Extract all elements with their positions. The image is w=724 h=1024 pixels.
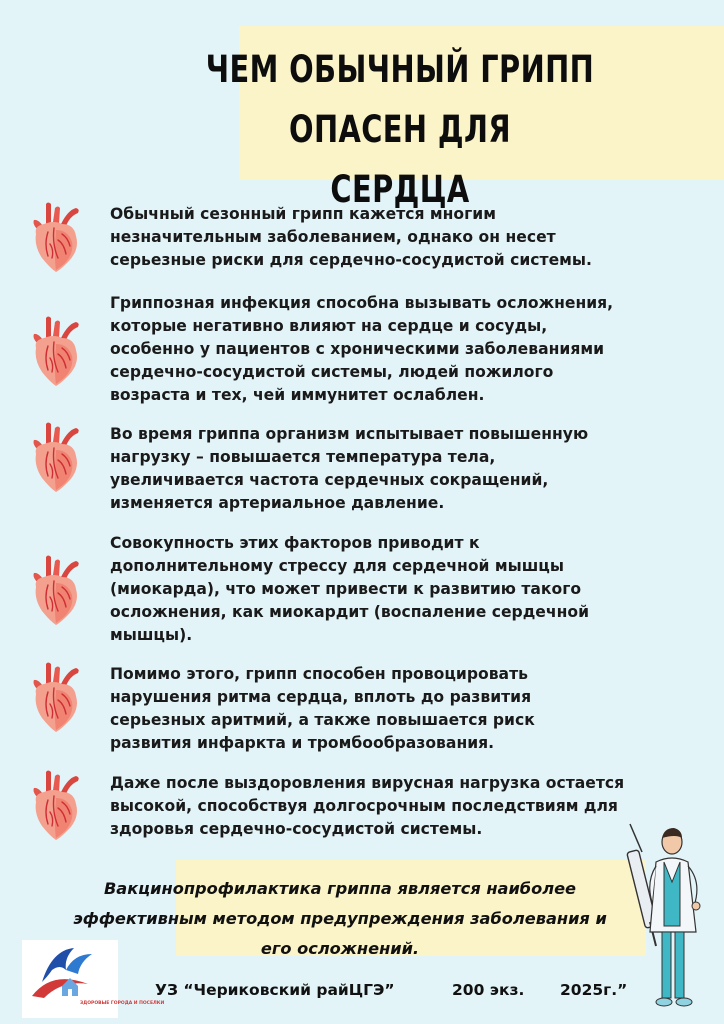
heart-icon	[28, 420, 84, 494]
heart-icon	[28, 660, 84, 734]
heart-icon	[28, 553, 84, 627]
footer	[0, 976, 724, 1006]
paragraph-3: Во время гриппа организм испытывает повышенную нагрузку – повышается температура тела, увеличивается частота сердечных сокращений, изменяется артериальное давление.	[110, 425, 589, 512]
heart-icon	[28, 768, 84, 842]
title-line-1: ЧЕМ ОБЫЧНЫЙ ГРИПП ОПАСЕН ДЛЯ	[205, 48, 595, 151]
heart-icon	[28, 200, 84, 274]
paragraph-2: Гриппозная инфекция способна вызывать осложнения, которые негативно влияют на сердце и сосуды, особенно у пациентов с хроническими заболеваниями сердечно-сосудистой системы, людей пожилого возраста и тех, чей иммунитет ослаблен.	[110, 294, 614, 404]
paragraph-1: Обычный сезонный грипп кажется многим незначительным заболеванием, однако он несет серьезные риски для сердечно-сосудистой системы.	[110, 205, 592, 269]
title-line-2: СЕРДЦА	[330, 168, 470, 211]
footer-copies: 200 экз.	[452, 981, 525, 999]
footer-organization: УЗ “Чериковский райЦГЭ”	[155, 981, 395, 999]
paragraph-4: Совокупность этих факторов приводит к дополнительному стрессу для сердечной мышцы (миокарда), что может привести к развитию такого осложнения, как миокардит (воспаление сердечной мышцы).	[110, 534, 590, 644]
heart-icon	[28, 314, 84, 388]
logo-text: ЗДОРОВЫЕ ГОРОДА И ПОСЕЛКИ	[80, 1001, 165, 1006]
page-title	[166, 40, 634, 220]
doctor-illustration	[622, 822, 714, 1012]
paragraph-6: Даже после выздоровления вирусная нагрузка остается высокой, способствуя долгосрочным последствиям для здоровья сердечно-сосудистой системы.	[110, 774, 625, 838]
footer-year: 2025г.”	[560, 981, 628, 999]
vaccination-statement: Вакцинопрофилактика гриппа является наиболее эффективным методом предупреждения заболевания и его осложнений.	[73, 879, 607, 958]
paragraph-5: Помимо этого, грипп способен провоцировать нарушения ритма сердца, вплоть до развития серьезных аритмий, а также повышается риск развития инфаркта и тромбообразования.	[110, 665, 535, 752]
